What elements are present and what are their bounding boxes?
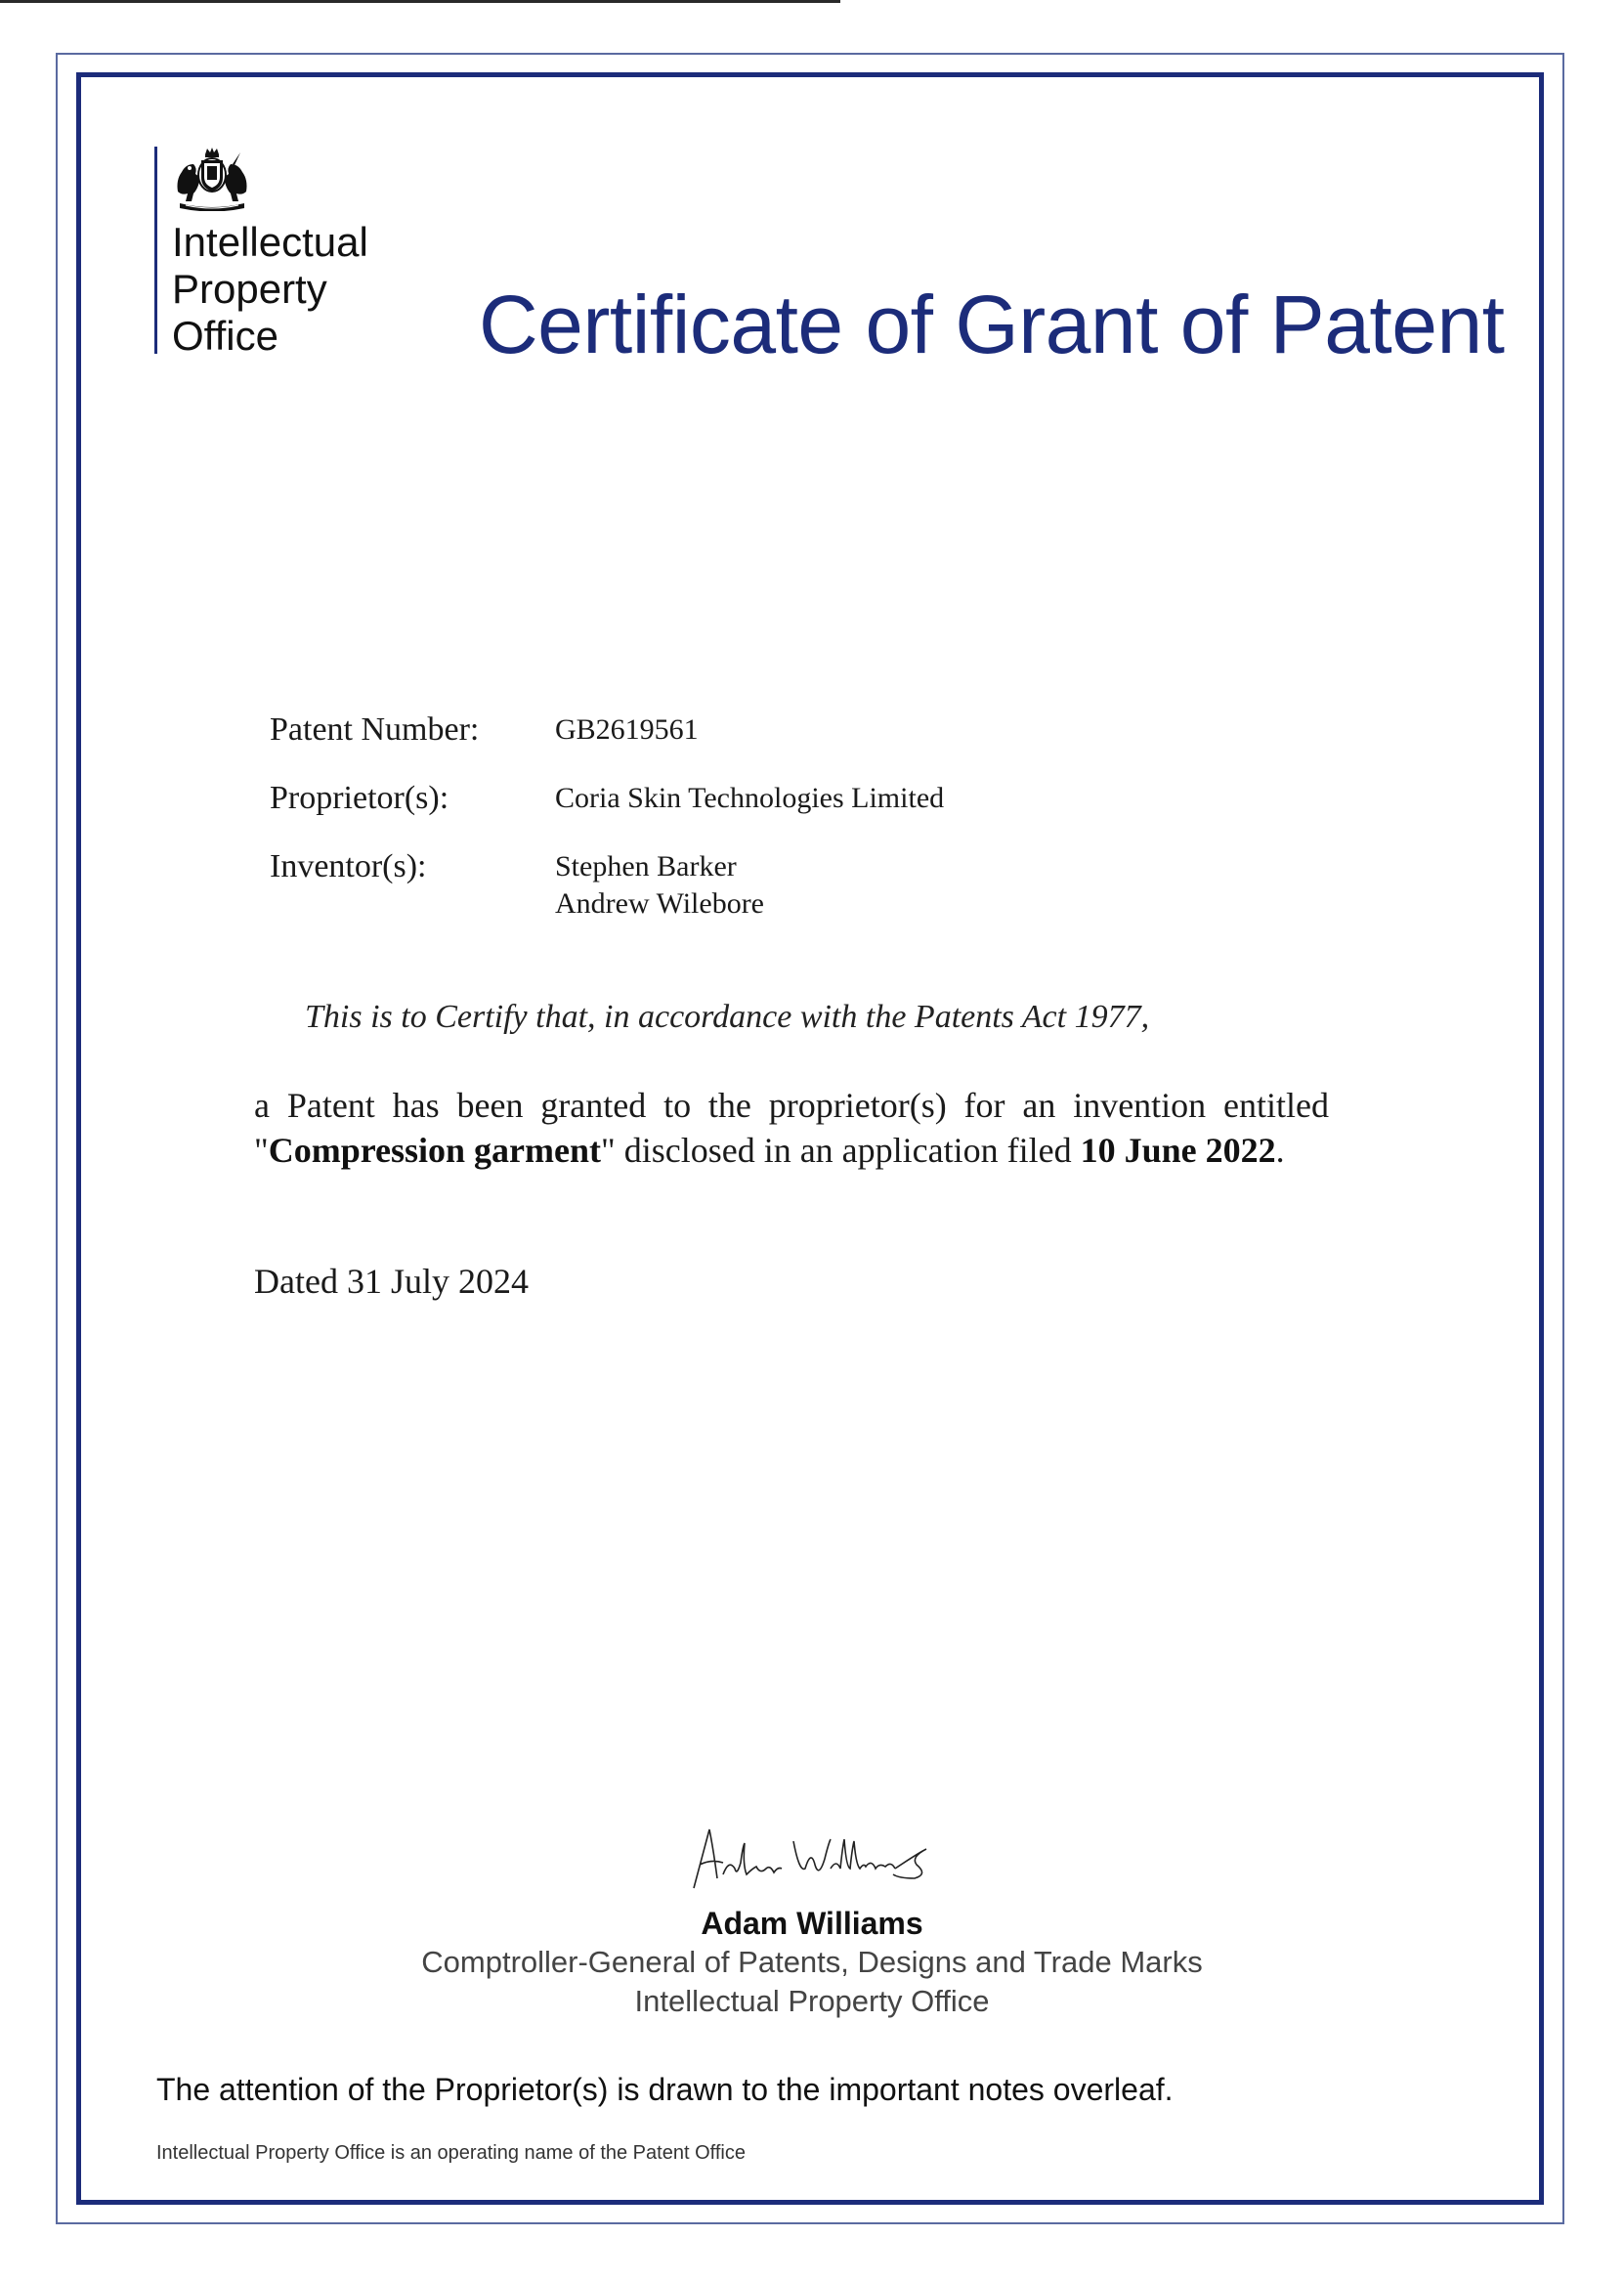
issuer-name: [172, 219, 406, 360]
patent-number-label: Patent Number:: [270, 711, 480, 748]
scan-edge: [0, 0, 840, 3]
certify-statement: This is to Certify that, in accordance with the Patents Act 1977,: [305, 999, 1150, 1035]
patent-number-value: [555, 711, 699, 749]
logo-bar: [154, 147, 157, 354]
footnote: Intellectual Property Office is an operating name of the Patent Office: [156, 2142, 746, 2164]
signatory-name: Adam Williams: [701, 1906, 923, 1941]
attention-notice: The attention of the Proprietor(s) is drawn to the important notes overleaf.: [156, 2072, 1174, 2107]
inventor-values: [555, 848, 764, 923]
grant-statement: [254, 1083, 1329, 1173]
grant-middle: " disclosed in an application filed: [601, 1131, 1081, 1170]
certificate-title: Certificate of Grant of Patent: [479, 279, 1505, 370]
royal-crest-icon: [172, 147, 252, 211]
issuer-name-line: Property: [172, 266, 327, 312]
signatory-title: Comptroller-General of Patents, Designs and Trade Marks: [421, 1945, 1203, 1979]
proprietor-label: Proprietor(s):: [270, 780, 449, 816]
issuer-name-line: Office: [172, 313, 278, 359]
inventor-name: Stephen Barker: [555, 850, 737, 882]
proprietor-value: [555, 780, 944, 817]
grant-suffix: .: [1275, 1131, 1285, 1170]
inventor-name: Andrew Wilebore: [555, 887, 764, 920]
filing-date: 10 June 2022: [1080, 1131, 1276, 1170]
grant-date: Dated 31 July 2024: [254, 1262, 529, 1301]
handwritten-signature: [684, 1820, 967, 1896]
grant-prefix: a Patent has been granted to the proprietor(s) for an invention entitled ": [254, 1086, 1329, 1170]
proprietor-name: Coria Skin Technologies Limited: [555, 782, 945, 814]
issuer-name-line: Intellectual: [172, 219, 368, 265]
signatory-organisation: Intellectual Property Office: [634, 1984, 990, 2018]
inventor-label: Inventor(s):: [270, 848, 427, 884]
invention-title: Compression garment: [268, 1131, 602, 1170]
patent-number: GB2619561: [555, 713, 699, 746]
